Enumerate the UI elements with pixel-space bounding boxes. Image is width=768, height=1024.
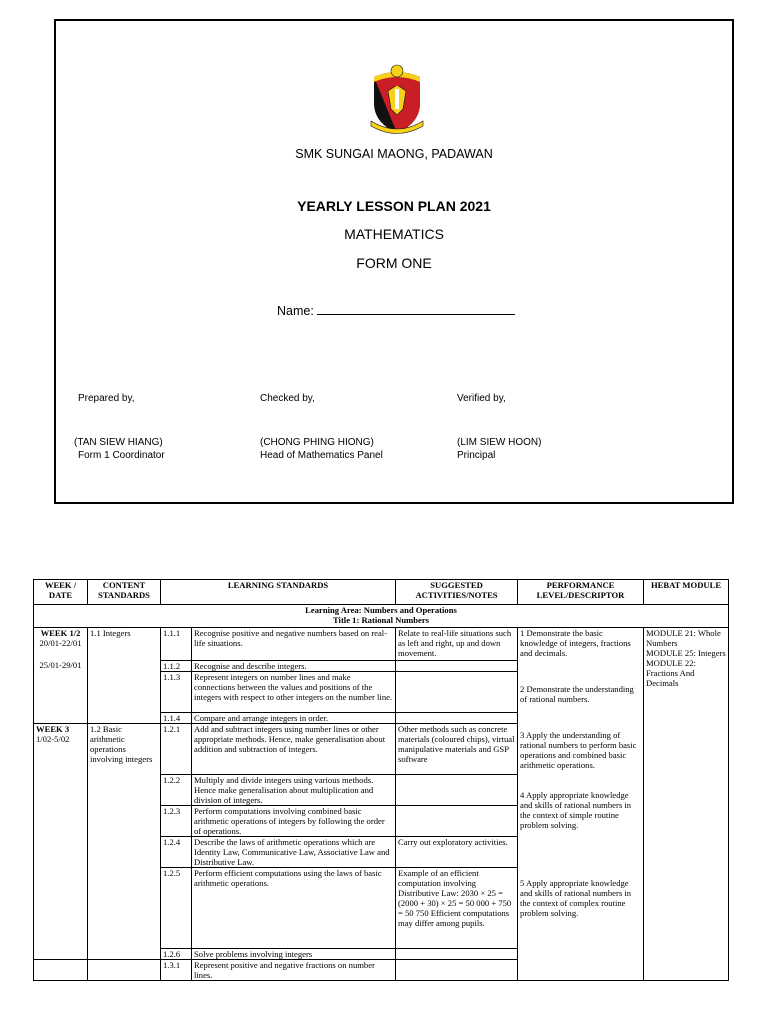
standard-code: 1.2.6: [161, 949, 192, 960]
standard-text: Add and subtract integers using number lines or other appropriate methods. Hence, make generalisation about addition and subtraction of integers.: [192, 724, 396, 775]
learning-area-row: [34, 605, 729, 628]
prepared-by-caption: Prepared by,: [78, 393, 135, 404]
performance-level: 1 Demonstrate the basic knowledge of integers, fractions and decimals.: [520, 628, 631, 658]
header-hebat: HEBAT MODULE: [644, 580, 729, 605]
standard-text: Recognise positive and negative numbers based on real-life situations.: [192, 628, 396, 661]
standard-text: Compare and arrange integers in order.: [192, 713, 396, 724]
activity-cell: Other methods such as concrete materials (coloured chips), virtual manipulative materials and GSP software: [396, 724, 518, 775]
header-content: CONTENT STANDARDS: [88, 580, 161, 605]
standard-text: Multiply and divide integers using various methods. Hence make generalisation about multiplication and division of integers.: [192, 775, 396, 806]
header-performance: PERFORMANCE LEVEL/DESCRIPTOR: [518, 580, 644, 605]
standard-code: 1.1.4: [161, 713, 192, 724]
checked-by-block: [260, 436, 383, 462]
prepared-by-block: [74, 436, 165, 462]
verified-by-role: Principal: [457, 450, 496, 461]
standard-code: 1.2.2: [161, 775, 192, 806]
name-blank-line: [317, 302, 515, 315]
week-dates: 1/02-5/02: [36, 734, 70, 744]
cover-page: [54, 19, 734, 504]
activity-cell: [396, 806, 518, 837]
header-week: WEEK / DATE: [34, 580, 88, 605]
content-standard-cell: 1.2 Basic arithmetic operations involving integers: [88, 724, 161, 960]
standard-code: 1.3.1: [161, 960, 192, 981]
activity-cell: [396, 661, 518, 672]
standard-text: Represent integers on number lines and make connections between the values and positions of the integers with respect to other integers on the number line.: [192, 672, 396, 713]
subject-title: MATHEMATICS: [344, 226, 444, 242]
school-crest-logo: [368, 63, 426, 135]
checked-by-caption: Checked by,: [260, 393, 315, 404]
header-activities: SUGGESTED ACTIVITIES/NOTES: [396, 580, 518, 605]
name-field-line: [277, 302, 515, 318]
week-label: WEEK 3: [36, 724, 70, 734]
activity-cell: [396, 949, 518, 960]
content-standard-cell: [88, 960, 161, 981]
verified-by-block: [457, 436, 541, 462]
verified-by-caption: Verified by,: [457, 393, 506, 404]
performance-level: 3 Apply the understanding of rational numbers to perform basic operations and combined basic arithmetic operations.: [520, 730, 637, 770]
standard-code: 1.2.4: [161, 837, 192, 868]
standard-code: 1.2.3: [161, 806, 192, 837]
name-label: Name:: [277, 304, 314, 318]
activity-cell: [396, 713, 518, 724]
activity-cell: [396, 960, 518, 981]
header-learning: LEARNING STANDARDS: [161, 580, 396, 605]
week-cell-empty: [34, 960, 88, 981]
activity-cell: Example of an efficient computation involving Distributive Law: 2030 × 25 = (2000 + 30) × 25 = 50 000 + 750 = 50 750 Efficient computations may differ among pupils.: [396, 868, 518, 949]
standard-code: 1.1.2: [161, 661, 192, 672]
performance-level: 2 Demonstrate the understanding of rational numbers.: [520, 684, 634, 704]
hebat-module: MODULE 22: Fractions And Decimals: [646, 658, 696, 688]
area-title: Title 1: Rational Numbers: [332, 615, 430, 625]
hebat-module: MODULE 25: Integers: [646, 648, 726, 658]
standard-text: Describe the laws of arithmetic operations which are Identity Law, Communicative Law, Associative Law and Distributive Law.: [192, 837, 396, 868]
performance-cell: [518, 628, 644, 981]
checked-by-role: Head of Mathematics Panel: [260, 450, 383, 461]
table-header-row: [34, 580, 729, 605]
performance-level: 5 Apply appropriate knowledge and skills of rational numbers in the context of complex routine problem solving.: [520, 878, 632, 918]
school-name: SMK SUNGAI MAONG, PADAWAN: [295, 147, 493, 161]
week-label: WEEK 1/2: [40, 628, 81, 638]
learning-area: Learning Area: Numbers and Operations: [305, 605, 457, 615]
hebat-cell: [644, 628, 729, 724]
verified-by-name: (LIM SIEW HOON): [457, 437, 542, 448]
standard-code: 1.1.3: [161, 672, 192, 713]
standard-text: Solve problems involving integers: [192, 949, 396, 960]
plan-title: YEARLY LESSON PLAN 2021: [297, 198, 491, 214]
week-3-cell: [34, 724, 88, 960]
prepared-by-role: Form 1 Coordinator: [78, 450, 165, 461]
standard-code: 1.2.5: [161, 868, 192, 949]
lesson-plan-table: [33, 579, 729, 981]
table-row: [34, 628, 729, 661]
prepared-by-name: (TAN SIEW HIANG): [74, 437, 163, 448]
activity-cell: Relate to real-life situations such as left and right, up and down movement.: [396, 628, 518, 661]
standard-text: Perform efficient computations using the laws of basic arithmetic operations.: [192, 868, 396, 949]
activity-cell: [396, 775, 518, 806]
standard-text: Perform computations involving combined basic arithmetic operations of integers by following the order of operations.: [192, 806, 396, 837]
activity-cell: [396, 672, 518, 713]
week-dates: 20/01-22/01: [39, 638, 82, 648]
performance-level: 4 Apply appropriate knowledge and skills of rational numbers in the context of simple routine problem solving.: [520, 790, 632, 830]
week-1-2-cell: [34, 628, 88, 724]
hebat-module: MODULE 21: Whole Numbers: [646, 628, 721, 648]
week-dates: 25/01-29/01: [39, 660, 82, 670]
hebat-cell-empty: [644, 724, 729, 981]
content-standard-cell: 1.1 Integers: [88, 628, 161, 724]
form-title: FORM ONE: [356, 255, 432, 271]
standard-text: Represent positive and negative fractions on number lines.: [192, 960, 396, 981]
standard-code: 1.1.1: [161, 628, 192, 661]
standard-code: 1.2.1: [161, 724, 192, 775]
checked-by-name: (CHONG PHING HIONG): [260, 437, 374, 448]
standard-text: Recognise and describe integers.: [192, 661, 396, 672]
activity-cell: Carry out exploratory activities.: [396, 837, 518, 868]
